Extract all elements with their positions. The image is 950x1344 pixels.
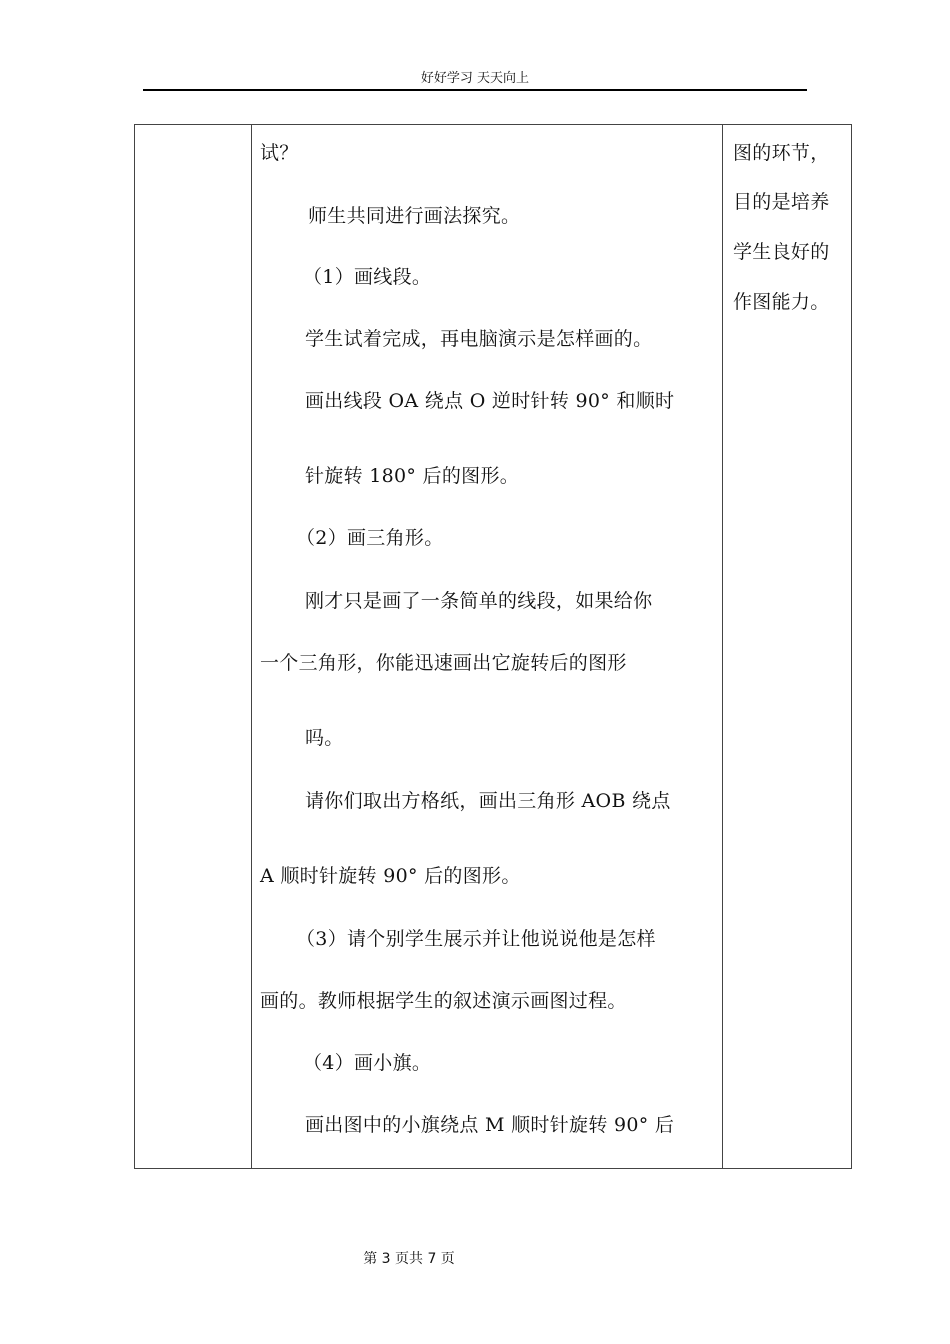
content-line: 画的。教师根据学生的叙述演示画图过程。 bbox=[260, 990, 627, 1012]
note-line: 图的环节， bbox=[733, 142, 830, 164]
content-line: （4）画小旗。 bbox=[303, 1052, 432, 1074]
note-line: 目的是培养 bbox=[733, 191, 830, 213]
note-line: 学生良好的 bbox=[733, 241, 830, 263]
content-line: 请你们取出方格纸，画出三角形 AOB 绕点 bbox=[305, 790, 671, 812]
content-line: （2）画三角形。 bbox=[296, 527, 444, 549]
page-footer: 第 3 页共 7 页 bbox=[363, 1251, 455, 1267]
header-text: 好好学习 天天向上 bbox=[420, 71, 530, 86]
content-line: 试？ bbox=[260, 142, 299, 164]
content-line: 吗。 bbox=[305, 727, 344, 749]
content-line: A 顺时针旋转 90° 后的图形。 bbox=[260, 865, 521, 887]
content-line: 针旋转 180° 后的图形。 bbox=[305, 465, 520, 487]
column-divider-right bbox=[722, 125, 723, 1168]
page-header bbox=[143, 64, 807, 91]
content-line: 刚才只是画了一条简单的线段，如果给你 bbox=[305, 590, 653, 612]
note-line: 作图能力。 bbox=[733, 291, 830, 313]
content-line: 画出图中的小旗绕点 M 顺时针旋转 90° 后 bbox=[305, 1114, 675, 1136]
content-line: （1）画线段。 bbox=[303, 266, 432, 288]
column-divider-left bbox=[251, 125, 252, 1168]
content-line: 师生共同进行画法探究。 bbox=[308, 205, 521, 227]
content-line: 一个三角形，你能迅速画出它旋转后的图形 bbox=[260, 652, 627, 674]
content-line: （3）请个别学生展示并让他说说他是怎样 bbox=[296, 928, 656, 950]
content-line: 学生试着完成，再电脑演示是怎样画的。 bbox=[305, 328, 653, 350]
content-line: 画出线段 OA 绕点 O 逆时针转 90° 和顺时 bbox=[305, 390, 675, 412]
